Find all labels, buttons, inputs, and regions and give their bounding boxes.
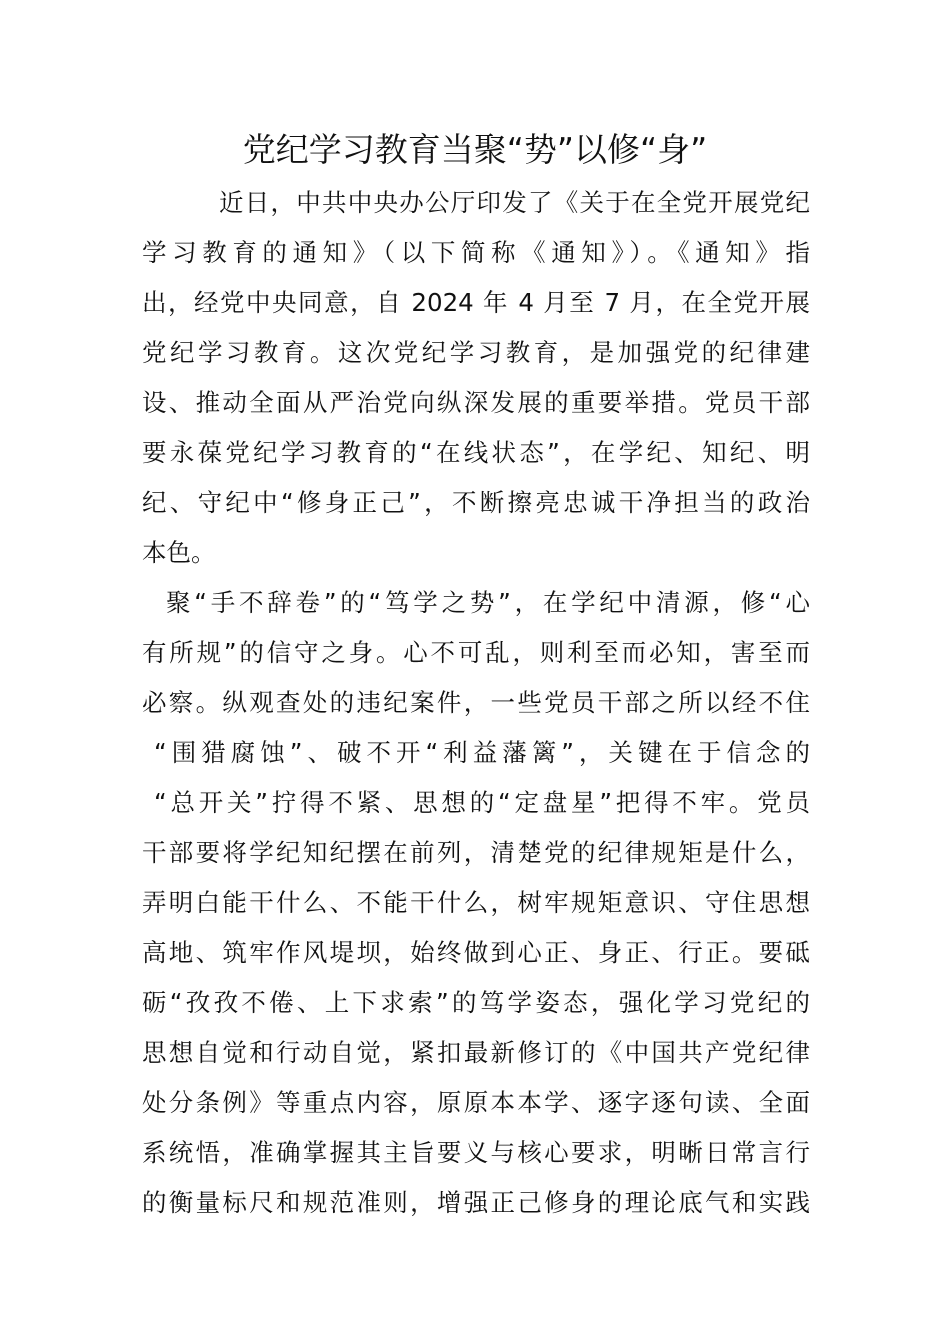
paragraph-line: “围猎腐蚀”、破不开“利益藩篱”，关键在于信念的 bbox=[154, 738, 810, 767]
paragraph-line: 近日，中共中央办公厅印发了《关于在全党开展党纪 bbox=[219, 188, 810, 217]
paragraph-line: 纪、守纪中“修身正己”，不断擦亮忠诚干净担当的政治 bbox=[142, 488, 810, 517]
paragraph-line: 学习教育的通知》（以下简称《通知》）。《通知》指 bbox=[142, 238, 810, 267]
paragraph-line: 的衡量标尺和规范准则，增强正己修身的理论底气和实践 bbox=[142, 1188, 810, 1217]
paragraph-line: 设、推动全面从严治党向纵深发展的重要举措。党员干部 bbox=[142, 388, 810, 417]
paragraph-line: 处分条例》等重点内容，原原本本学、逐字逐句读、全面 bbox=[142, 1088, 810, 1117]
paragraph-line: 有所规”的信守之身。心不可乱，则利至而必知，害至而 bbox=[142, 638, 810, 667]
paragraph-line: “总开关”拧得不紧、思想的“定盘星”把得不牢。党员 bbox=[154, 788, 810, 817]
paragraph-line: 聚“手不辞卷”的“笃学之势”，在学纪中清源，修“心 bbox=[166, 588, 810, 617]
paragraph-line: 高地、筑牢作风堤坝，始终做到心正、身正、行正。要砥 bbox=[142, 938, 810, 967]
paragraph-line: 弄明白能干什么、不能干什么，树牢规矩意识、守住思想 bbox=[142, 888, 810, 917]
paragraph-line: 本色。 bbox=[142, 538, 216, 567]
paragraph-line: 干部要将学纪知纪摆在前列，清楚党的纪律规矩是什么， bbox=[142, 838, 810, 867]
document-body bbox=[142, 178, 810, 1228]
paragraph-line: 系统悟，准确掌握其主旨要义与核心要求，明晰日常言行 bbox=[142, 1138, 810, 1167]
paragraph-line: 必察。纵观查处的违纪案件，一些党员干部之所以经不住 bbox=[142, 688, 810, 717]
paragraph-line: 砺“孜孜不倦、上下求索”的笃学姿态，强化学习党纪的 bbox=[142, 988, 810, 1017]
paragraph-line: 要永葆党纪学习教育的“在线状态”，在学纪、知纪、明 bbox=[142, 438, 810, 467]
paragraph-line: 党纪学习教育。这次党纪学习教育，是加强党的纪律建 bbox=[142, 338, 810, 367]
paragraph-line: 出，经党中央同意，自 2024 年 4 月至 7 月，在全党开展 bbox=[142, 288, 810, 317]
paragraph-line: 思想自觉和行动自觉，紧扣最新修订的《中国共产党纪律 bbox=[142, 1038, 810, 1067]
document-title: 党纪学习教育当聚“势”以修“身” bbox=[242, 130, 708, 169]
